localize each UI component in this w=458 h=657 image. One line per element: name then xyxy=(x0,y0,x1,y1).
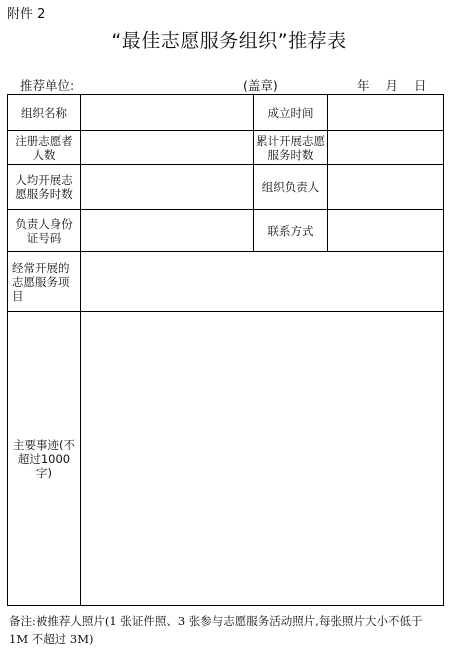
org-name-label: 组织名称 xyxy=(8,95,81,131)
leader-id-label: 负责人身份证号码 xyxy=(8,210,81,252)
leader-field[interactable] xyxy=(328,165,444,210)
date-label: 年 月 日 xyxy=(357,78,427,93)
total-hours-field[interactable] xyxy=(328,131,444,165)
main-deeds-field[interactable] xyxy=(81,312,444,606)
seal-label: (盖章) xyxy=(243,78,278,93)
volunteers-count-label: 注册志愿者人数 xyxy=(8,131,81,165)
recommending-unit-label: 推荐单位: xyxy=(20,78,75,93)
leader-id-field[interactable] xyxy=(81,210,254,252)
contact-label: 联系方式 xyxy=(254,210,328,252)
table-row xyxy=(8,165,444,210)
main-deeds-label: 主要事迹(不超过1000 字) xyxy=(8,312,81,606)
founded-label: 成立时间 xyxy=(254,95,328,131)
table-row xyxy=(8,312,444,606)
org-name-field[interactable] xyxy=(81,95,254,131)
volunteers-count-field[interactable] xyxy=(81,131,254,165)
table-row xyxy=(8,252,444,312)
total-hours-label: 累计开展志愿服务时数 xyxy=(254,131,328,165)
projects-field[interactable] xyxy=(81,252,444,312)
avg-hours-field[interactable] xyxy=(81,165,254,210)
leader-label: 组织负责人 xyxy=(254,165,328,210)
attachment-label: 附件 2 xyxy=(7,7,46,22)
contact-field[interactable] xyxy=(328,210,444,252)
table-row xyxy=(8,131,444,165)
avg-hours-label: 人均开展志愿服务时数 xyxy=(8,165,81,210)
page-title: “最佳志愿服务组织”推荐表 xyxy=(111,30,347,52)
projects-label: 经常开展的志愿服务项目 xyxy=(8,252,81,312)
recommendation-form-table xyxy=(7,94,444,606)
table-row xyxy=(8,95,444,131)
founded-field[interactable] xyxy=(328,95,444,131)
footer-note: 备注:被推荐人照片(1 张证件照、3 张参与志愿服务活动照片,每张照片大小不低于 1M 不超过 3M) xyxy=(9,614,423,646)
table-row xyxy=(8,210,444,252)
